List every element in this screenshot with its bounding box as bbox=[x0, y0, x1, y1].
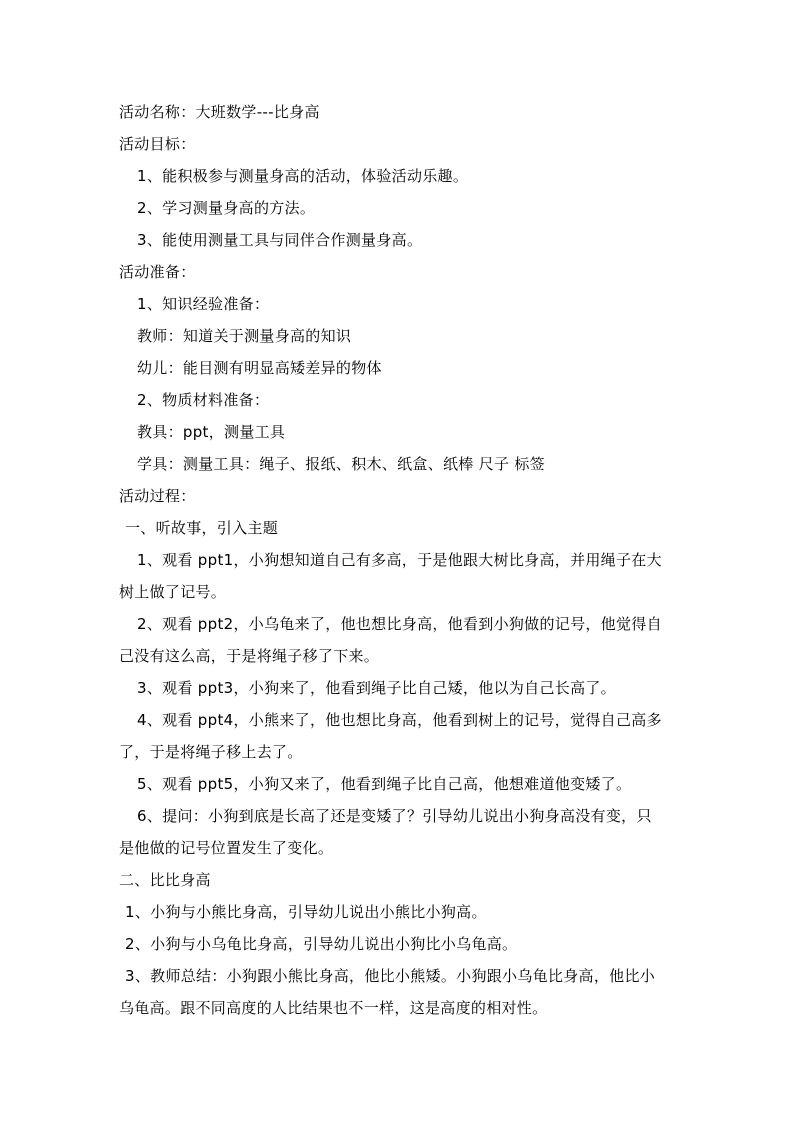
part1-step-cont: 树上做了记号。 bbox=[119, 583, 227, 601]
prep-teacher: 教师：知道关于测量身高的知识 bbox=[137, 327, 352, 345]
part2-heading: 二、比比身高 bbox=[119, 871, 211, 889]
prep-teaching-tools: 教具：ppt，测量工具 bbox=[137, 423, 286, 441]
prep-knowledge-heading: 1、知识经验准备： bbox=[137, 295, 270, 313]
part2-step: 2、小狗与小乌龟比身高，引导幼儿说出小狗比小乌龟高。 bbox=[125, 935, 518, 953]
part1-step-cont: 己没有这么高，于是将绳子移了下来。 bbox=[119, 647, 380, 665]
part2-step: 1、小狗与小熊比身高，引导幼儿说出小熊比小狗高。 bbox=[125, 903, 487, 921]
part1-step: 5、观看 ppt5，小狗又来了，他看到绳子比自己高，他想难道他变矮了。 bbox=[137, 775, 632, 793]
goal-item: 1、能积极参与测量身高的活动，体验活动乐趣。 bbox=[137, 167, 469, 185]
process-heading: 活动过程： bbox=[119, 487, 196, 505]
goal-item: 3、能使用测量工具与同伴合作测量身高。 bbox=[137, 231, 423, 249]
part1-step: 2、观看 ppt2，小乌龟来了，他也想比身高，他看到小狗做的记号，他觉得自 bbox=[137, 615, 662, 633]
part1-heading: 一、听故事，引入主题 bbox=[125, 519, 279, 537]
part1-step-cont: 是他做的记号位置发生了变化。 bbox=[119, 839, 334, 857]
prep-heading: 活动准备： bbox=[119, 263, 196, 281]
activity-title: 活动名称：大班数学---比身高 bbox=[119, 103, 320, 121]
part2-step-cont: 乌龟高。跟不同高度的人比结果也不一样，这是高度的相对性。 bbox=[119, 999, 548, 1017]
goal-item: 2、学习测量身高的方法。 bbox=[137, 199, 316, 217]
part1-step-cont: 了，于是将绳子移上去了。 bbox=[119, 743, 303, 761]
part1-step: 4、观看 ppt4，小熊来了，他也想比身高，他看到树上的记号，觉得自己高多 bbox=[137, 711, 662, 729]
prep-children: 幼儿：能目测有明显高矮差异的物体 bbox=[137, 359, 382, 377]
goals-heading: 活动目标： bbox=[119, 135, 196, 153]
part1-step: 1、观看 ppt1，小狗想知道自己有多高，于是他跟大树比身高，并用绳子在大 bbox=[137, 551, 662, 569]
prep-material-heading: 2、物质材料准备： bbox=[137, 391, 270, 409]
prep-learning-tools: 学具：测量工具：绳子、报纸、积木、纸盒、纸棒 尺子 标签 bbox=[137, 455, 545, 473]
part2-step: 3、教师总结：小狗跟小熊比身高，他比小熊矮。小狗跟小乌龟比身高，他比小 bbox=[125, 967, 656, 985]
part1-step: 6、提问：小狗到底是长高了还是变矮了？引导幼儿说出小狗身高没有变，只 bbox=[137, 807, 652, 825]
part1-step: 3、观看 ppt3，小狗来了，他看到绳子比自己矮，他以为自己长高了。 bbox=[137, 679, 616, 697]
